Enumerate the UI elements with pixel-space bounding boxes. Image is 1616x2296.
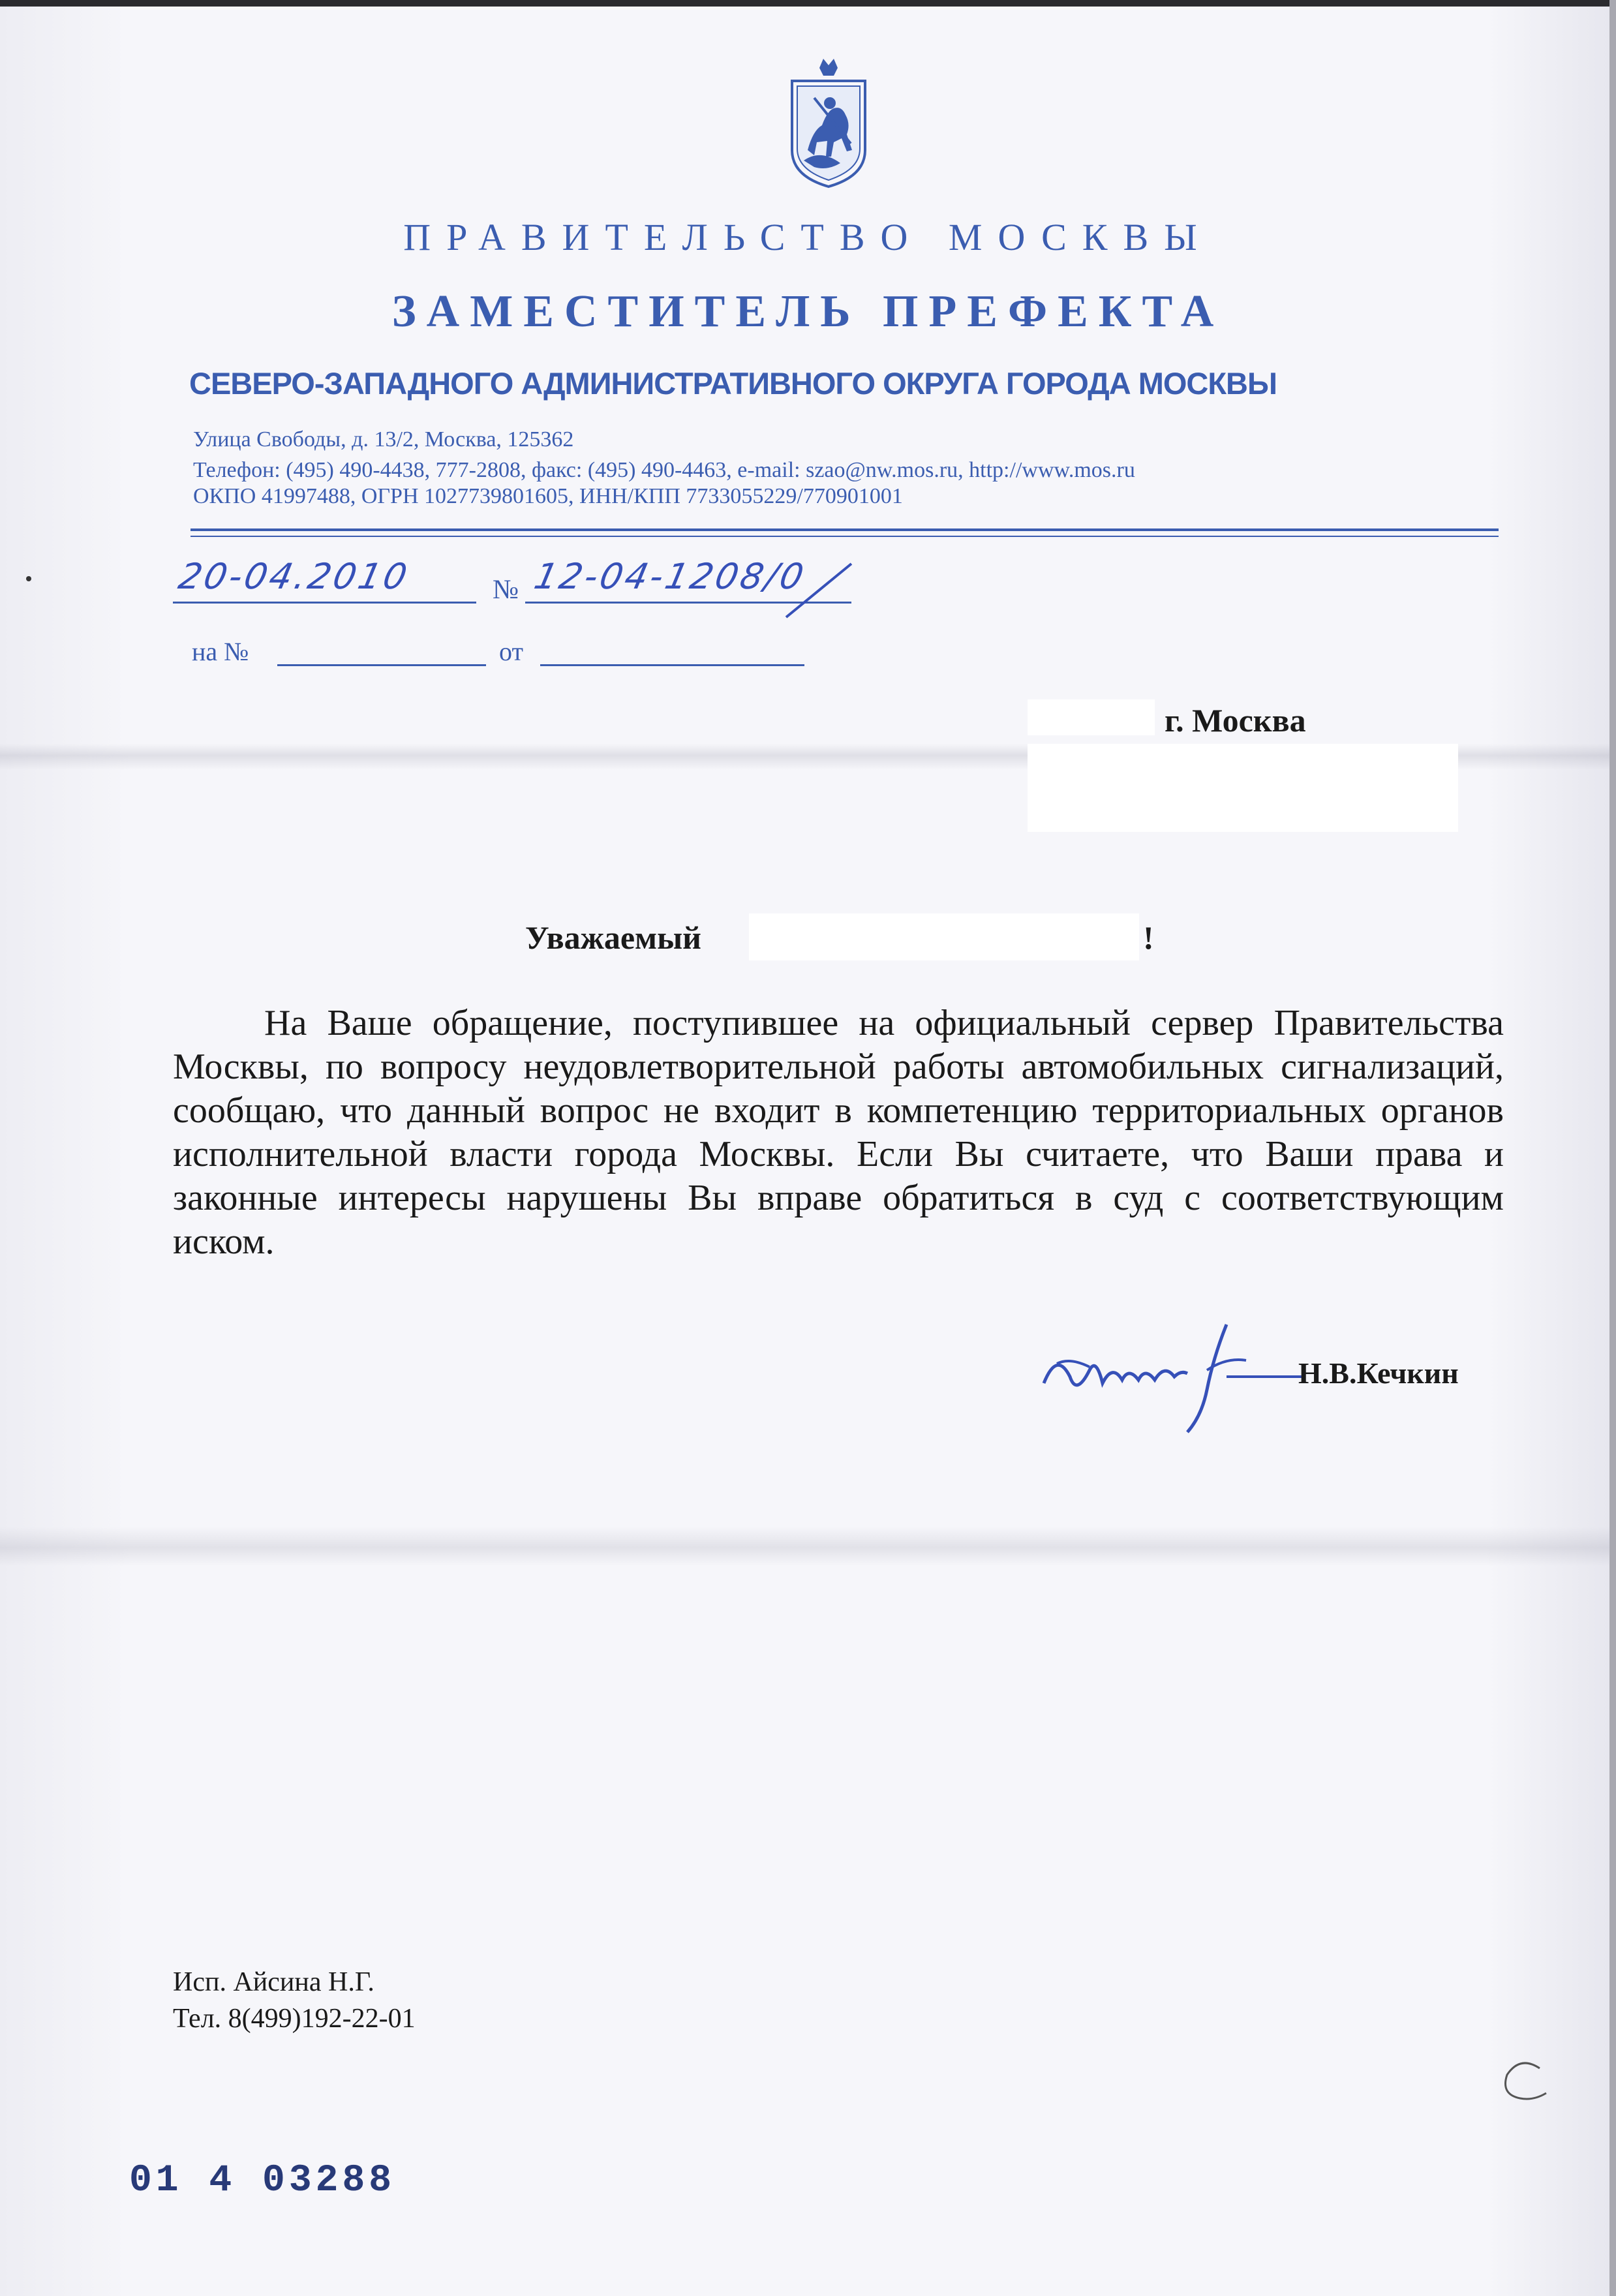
redacted-recipient-address (1028, 744, 1458, 832)
scan-right-edge (1609, 0, 1616, 2296)
handwritten-number: 12-04-1208/0 (530, 556, 810, 597)
executor-info (173, 1964, 416, 2037)
greeting: Уважаемый (525, 919, 701, 956)
letterhead-rule-thick (191, 528, 1499, 531)
number-label: № (493, 575, 519, 605)
scan-speck (26, 576, 31, 581)
reply-to-underline (277, 664, 486, 666)
reply-to-label: на № (192, 637, 249, 666)
from-underline (540, 664, 804, 666)
government-title: ПРАВИТЕЛЬСТВО МОСКВЫ (403, 216, 1213, 258)
scan-top-edge (0, 0, 1616, 7)
registration-codes-line: ОКПО 41997488, ОГРН 1027739801605, ИНН/КПП 7733055229/770901001 (193, 484, 903, 508)
redacted-addressee (749, 913, 1139, 960)
district-title: СЕВЕРО-ЗАПАДНОГО АДМИНИСТРАТИВНОГО ОКРУГА ГОРОДА МОСКВЫ (189, 366, 1277, 401)
executor-phone: Тел. 8(499)192-22-01 (173, 2004, 416, 2034)
number-slash-stroke (780, 561, 871, 620)
executor-name: Исп. Айсина Н.Г. (173, 1967, 374, 1997)
greeting-exclamation: ! (1143, 919, 1154, 956)
deputy-prefect-title: ЗАМЕСТИТЕЛЬ ПРЕФЕКТА (391, 286, 1225, 337)
moscow-coat-of-arms-icon (788, 52, 869, 189)
letter-body: На Ваше обращение, поступившее на официальный сервер Правительства Москвы, по вопросу неудовлетворительной работы автомобильных сигнализаций, сообщаю, что данный вопрос не входит в компетенцию территориальных органов исполнительной власти города Москвы. Если Вы считаете, что Ваши права и законные интересы нарушены Вы вправе обратиться в суд с соответствующим иском. (173, 1003, 1504, 1262)
signer-name: Н.В.Кечкин (1298, 1356, 1459, 1390)
date-underline (173, 602, 476, 604)
handwritten-c-mark (1494, 2055, 1553, 2107)
stamp-number: 01 4 03288 (129, 2160, 396, 2202)
letterhead-rule-thin (191, 536, 1499, 537)
contacts-line: Телефон: (495) 490-4438, 777-2808, факс: (495) 490-4463, e-mail: szao@nw.mos.ru, http://www.mos.ru (193, 458, 1135, 482)
address-line: Улица Свободы, д. 13/2, Москва, 125362 (193, 427, 574, 452)
handwritten-signature (1031, 1311, 1305, 1435)
from-label: от (499, 637, 523, 666)
handwritten-date: 20-04.2010 (175, 556, 414, 597)
recipient-city: г. Москва (1165, 702, 1306, 739)
redacted-recipient-name (1028, 699, 1155, 735)
